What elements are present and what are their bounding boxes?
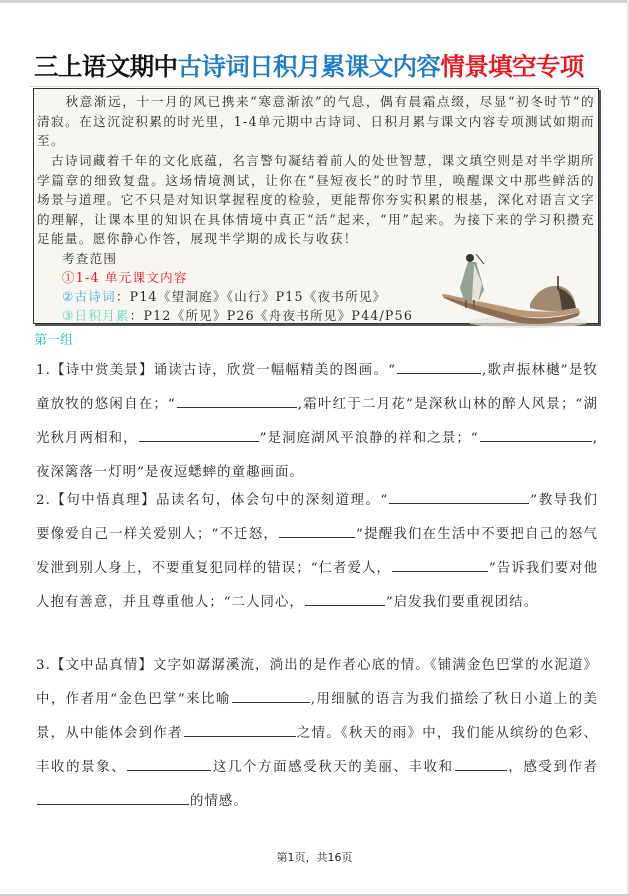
answer-blank[interactable] bbox=[305, 591, 385, 606]
question-2-text: ”提醒我们在生活中不要把自己的怒气发泄到别人身上，不要重复犯同样的错误；“仁者爱人， bbox=[36, 527, 598, 576]
question-1-text: ”是洞庭湖风平浪静的祥和之景；“ bbox=[259, 431, 479, 446]
scope-item-daily-accumulation-detail: ：P12《所见》P26《舟夜书所见》P44/P56 bbox=[129, 308, 414, 323]
question-2-text: ”启发我们要重视团结。 bbox=[385, 595, 539, 610]
answer-blank[interactable] bbox=[37, 790, 189, 805]
question-3-text: 之情。《秋天的雨》中，我们能从缤纷的色彩、丰收的景象、 bbox=[36, 726, 599, 775]
answer-blank[interactable] bbox=[139, 427, 259, 442]
intro-paragraph-2-text: 古诗词藏着千年的文化底蕴，名言警句凝结着前人的处世智慧，课文填空则是对半学期所学篇章的细致复盘。这场情境测试，让你在“昼短夜长”的时节里，唤醒课文中那些鲜活的场景与道理。它不只是对知识掌握程度的检验，更能帮你夯实积累的根基，深化对语言文字的理解，让课本里的知识在具体情境中真正“活”起来，“用”起来。为接下来的学习积攒充足能量。愿你静心作答，展现半学期的成长与收获！ bbox=[37, 153, 595, 247]
question-3-text: 3.【文中品真情】文字如潺潺溪流，淌出的是作者心底的情。《铺满金色巴掌的水泥道》中，作者用“金色巴掌”来比喻 bbox=[36, 658, 598, 707]
scope-item-daily-accumulation-label: ③日积月累 bbox=[62, 308, 130, 323]
title-part-type: 情景填空专项 bbox=[440, 52, 584, 81]
question-2 bbox=[36, 484, 598, 620]
answer-blank[interactable] bbox=[232, 688, 310, 703]
answer-blank[interactable] bbox=[397, 359, 481, 374]
question-1-text: ,夜深篱落一灯明”是夜逗蟋蟀的童趣画面。 bbox=[36, 431, 598, 480]
question-3-text: 这几个方面感受秋天的美丽、丰收和 bbox=[212, 760, 454, 775]
scope-item-ancient-poems-detail: ：P14《望洞庭》《山行》P15《夜书所见》 bbox=[115, 289, 387, 304]
page-indicator: 第1页，共16页 bbox=[276, 851, 353, 864]
intro-paragraph-1 bbox=[37, 92, 595, 151]
question-1 bbox=[36, 354, 598, 490]
answer-blank[interactable] bbox=[389, 489, 529, 504]
question-2-text: ”告诉我们要对他人抱有善意，并且尊重他人；“二人同心， bbox=[36, 561, 599, 610]
intro-paragraph-2 bbox=[37, 151, 595, 249]
answer-blank[interactable] bbox=[279, 523, 355, 538]
answer-blank[interactable] bbox=[480, 427, 592, 442]
page-top-border bbox=[0, 0, 629, 3]
question-3-text: 的情感。 bbox=[190, 794, 248, 809]
answer-blank[interactable] bbox=[184, 722, 296, 737]
question-1-text: ,霜叶红于二月花”是深秋山林的醉人风景；“湖光秋月两相和， bbox=[36, 397, 598, 446]
title-part-topic: 古诗词日积月累课文内容 bbox=[177, 52, 441, 81]
scope-item-ancient-poems-label: ②古诗词 bbox=[62, 289, 116, 304]
document-title bbox=[34, 50, 614, 84]
scope-item-daily-accumulation bbox=[62, 306, 413, 326]
answer-blank[interactable] bbox=[392, 557, 488, 572]
question-2-text: ”教导我们要像爱自己一样关爱别人；“不迁怒， bbox=[36, 493, 598, 542]
scope-item-ancient-poems bbox=[62, 287, 386, 307]
scholar-on-boat-illustration bbox=[438, 250, 588, 336]
answer-blank[interactable] bbox=[177, 393, 297, 408]
scope-item-units: ①1-4 单元课文内容 bbox=[62, 270, 188, 285]
question-3 bbox=[36, 649, 598, 819]
question-1-text: ,歌声振林樾”是牧童放牧的悠闲自在；“ bbox=[36, 363, 599, 412]
group-label: 第一组 bbox=[34, 333, 74, 348]
title-part-grade: 三上语文期中 bbox=[34, 52, 178, 81]
answer-blank[interactable] bbox=[127, 756, 211, 771]
scope-heading: 考查范围 bbox=[62, 251, 118, 266]
answer-blank[interactable] bbox=[455, 756, 507, 771]
title-divider bbox=[30, 86, 600, 87]
question-1-text: 1.【诗中赏美景】诵读古诗，欣赏一幅幅精美的图画。“ bbox=[36, 363, 397, 378]
question-2-text: 2.【句中悟真理】品读名句，体会句中的深刻道理。“ bbox=[36, 493, 389, 508]
intro-paragraph-1-text: 秋意渐远，十一月的风已携来“寒意渐浓”的气息，偶有晨霜点缀，尽显“初冬时节”的清寂。在这沉淀积累的时光里，1-4单元期中古诗词、日积月累与课文内容专项测试如期而至。 bbox=[37, 94, 595, 149]
question-3-text: ，感受到作者 bbox=[507, 760, 598, 775]
question-3-text: ,用细腻的语言为我们描绘了秋日小道上的美景，从中能体会到作者 bbox=[36, 692, 598, 741]
